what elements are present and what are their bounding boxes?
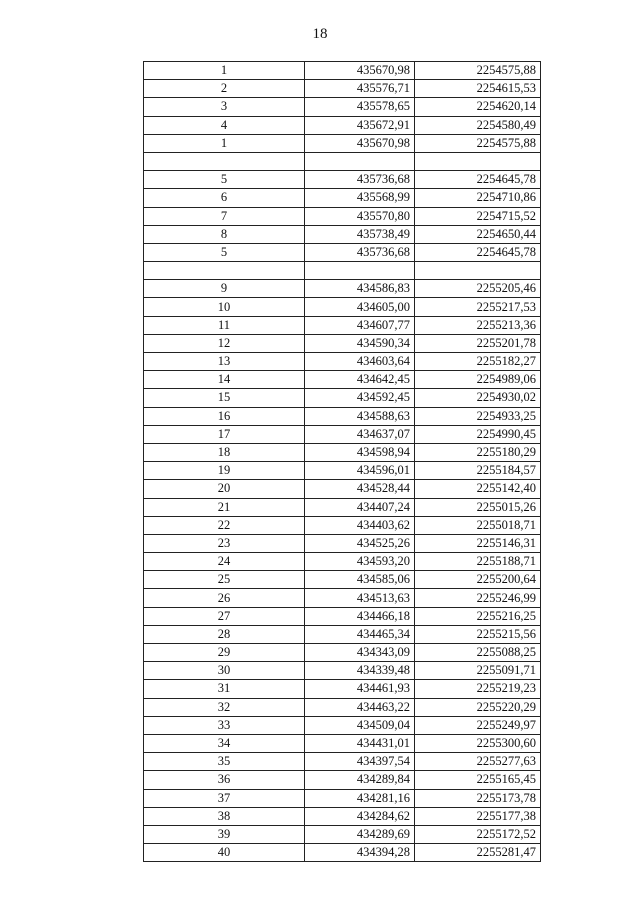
- x-coordinate-cell: 434607,77: [305, 316, 415, 334]
- x-coordinate-cell: 435576,71: [305, 80, 415, 98]
- point-number-cell: 33: [144, 716, 305, 734]
- table-row: [144, 607, 541, 625]
- x-coordinate-cell: 435570,80: [305, 207, 415, 225]
- table-row-separator: [144, 262, 541, 280]
- x-coordinate-cell: 434509,04: [305, 716, 415, 734]
- x-coordinate-cell: 435736,68: [305, 171, 415, 189]
- point-number-cell: 1: [144, 62, 305, 80]
- point-number-cell: 16: [144, 407, 305, 425]
- y-coordinate-cell: 2255277,63: [415, 753, 541, 771]
- x-coordinate-cell: 434284,62: [305, 807, 415, 825]
- y-coordinate-cell: 2255220,29: [415, 698, 541, 716]
- table-row: [144, 316, 541, 334]
- y-coordinate-cell: 2255300,60: [415, 734, 541, 752]
- table-row: [144, 589, 541, 607]
- table-row: [144, 334, 541, 352]
- y-coordinate-cell: 2255216,25: [415, 607, 541, 625]
- y-coordinate-cell: 2255018,71: [415, 516, 541, 534]
- y-coordinate-cell: 2255165,45: [415, 771, 541, 789]
- x-coordinate-cell: 434394,28: [305, 844, 415, 862]
- y-coordinate-cell: 2255219,23: [415, 680, 541, 698]
- x-coordinate-cell: 434465,34: [305, 625, 415, 643]
- table-row: [144, 480, 541, 498]
- point-number-cell: 37: [144, 789, 305, 807]
- table-row: [144, 534, 541, 552]
- coordinates-table: [143, 61, 541, 862]
- y-coordinate-cell: 2255146,31: [415, 534, 541, 552]
- x-coordinate-cell: 434289,84: [305, 771, 415, 789]
- y-coordinate-cell: 2254580,49: [415, 116, 541, 134]
- table-row: [144, 371, 541, 389]
- point-number-cell: 14: [144, 371, 305, 389]
- table-row: [144, 353, 541, 371]
- table-row: [144, 716, 541, 734]
- point-number-cell: 40: [144, 844, 305, 862]
- point-number-cell: 24: [144, 553, 305, 571]
- x-coordinate-cell: 434463,22: [305, 698, 415, 716]
- x-coordinate-cell: 435568,99: [305, 189, 415, 207]
- point-number-cell: 23: [144, 534, 305, 552]
- point-number-cell: 5: [144, 243, 305, 261]
- point-number-cell: 15: [144, 389, 305, 407]
- y-coordinate-cell: [415, 262, 541, 280]
- y-coordinate-cell: 2255015,26: [415, 498, 541, 516]
- point-number-cell: 11: [144, 316, 305, 334]
- point-number-cell: 21: [144, 498, 305, 516]
- page-number: 18: [312, 26, 328, 42]
- y-coordinate-cell: 2255281,47: [415, 844, 541, 862]
- y-coordinate-cell: 2255142,40: [415, 480, 541, 498]
- x-coordinate-cell: 434339,48: [305, 662, 415, 680]
- y-coordinate-cell: 2255205,46: [415, 280, 541, 298]
- table-row: [144, 553, 541, 571]
- y-coordinate-cell: 2255246,99: [415, 589, 541, 607]
- x-coordinate-cell: 434397,54: [305, 753, 415, 771]
- point-number-cell: 36: [144, 771, 305, 789]
- table-row: [144, 644, 541, 662]
- table-row: [144, 734, 541, 752]
- point-number-cell: 1: [144, 134, 305, 152]
- table-row: [144, 680, 541, 698]
- x-coordinate-cell: 434407,24: [305, 498, 415, 516]
- point-number-cell: 9: [144, 280, 305, 298]
- table-row: [144, 662, 541, 680]
- point-number-cell: 5: [144, 171, 305, 189]
- y-coordinate-cell: 2255213,36: [415, 316, 541, 334]
- point-number-cell: [144, 262, 305, 280]
- table-row: [144, 80, 541, 98]
- y-coordinate-cell: 2254933,25: [415, 407, 541, 425]
- x-coordinate-cell: 434343,09: [305, 644, 415, 662]
- x-coordinate-cell: 435578,65: [305, 98, 415, 116]
- coordinates-table-body: [144, 62, 541, 862]
- y-coordinate-cell: 2254575,88: [415, 62, 541, 80]
- table-row: [144, 571, 541, 589]
- y-coordinate-cell: 2255201,78: [415, 334, 541, 352]
- point-number-cell: 26: [144, 589, 305, 607]
- x-coordinate-cell: 434586,83: [305, 280, 415, 298]
- x-coordinate-cell: 434588,63: [305, 407, 415, 425]
- y-coordinate-cell: 2254930,02: [415, 389, 541, 407]
- table-row: [144, 789, 541, 807]
- x-coordinate-cell: 434461,93: [305, 680, 415, 698]
- table-row: [144, 516, 541, 534]
- x-coordinate-cell: 434289,69: [305, 825, 415, 843]
- y-coordinate-cell: 2255180,29: [415, 443, 541, 461]
- y-coordinate-cell: 2254710,86: [415, 189, 541, 207]
- x-coordinate-cell: 434513,63: [305, 589, 415, 607]
- y-coordinate-cell: 2254575,88: [415, 134, 541, 152]
- y-coordinate-cell: 2255172,52: [415, 825, 541, 843]
- y-coordinate-cell: 2255215,56: [415, 625, 541, 643]
- y-coordinate-cell: 2254990,45: [415, 425, 541, 443]
- point-number-cell: 31: [144, 680, 305, 698]
- table-row: [144, 425, 541, 443]
- y-coordinate-cell: 2254650,44: [415, 225, 541, 243]
- point-number-cell: 2: [144, 80, 305, 98]
- point-number-cell: 17: [144, 425, 305, 443]
- point-number-cell: 12: [144, 334, 305, 352]
- y-coordinate-cell: 2254645,78: [415, 243, 541, 261]
- point-number-cell: 39: [144, 825, 305, 843]
- point-number-cell: 7: [144, 207, 305, 225]
- table-row: [144, 207, 541, 225]
- point-number-cell: 3: [144, 98, 305, 116]
- x-coordinate-cell: 434596,01: [305, 462, 415, 480]
- table-row: [144, 825, 541, 843]
- point-number-cell: 27: [144, 607, 305, 625]
- point-number-cell: 18: [144, 443, 305, 461]
- table-row: [144, 807, 541, 825]
- y-coordinate-cell: [415, 152, 541, 170]
- y-coordinate-cell: 2255188,71: [415, 553, 541, 571]
- table-row: [144, 134, 541, 152]
- x-coordinate-cell: 434466,18: [305, 607, 415, 625]
- point-number-cell: 25: [144, 571, 305, 589]
- x-coordinate-cell: 435736,68: [305, 243, 415, 261]
- point-number-cell: 22: [144, 516, 305, 534]
- point-number-cell: 28: [144, 625, 305, 643]
- y-coordinate-cell: 2255182,27: [415, 353, 541, 371]
- point-number-cell: 20: [144, 480, 305, 498]
- x-coordinate-cell: 434403,62: [305, 516, 415, 534]
- table-row: [144, 243, 541, 261]
- y-coordinate-cell: 2255173,78: [415, 789, 541, 807]
- table-row: [144, 498, 541, 516]
- x-coordinate-cell: 434590,34: [305, 334, 415, 352]
- x-coordinate-cell: 434525,26: [305, 534, 415, 552]
- table-row: [144, 389, 541, 407]
- y-coordinate-cell: 2255091,71: [415, 662, 541, 680]
- x-coordinate-cell: [305, 152, 415, 170]
- x-coordinate-cell: 434592,45: [305, 389, 415, 407]
- y-coordinate-cell: 2255200,64: [415, 571, 541, 589]
- y-coordinate-cell: 2254620,14: [415, 98, 541, 116]
- table-row: [144, 698, 541, 716]
- table-row: [144, 407, 541, 425]
- point-number-cell: 35: [144, 753, 305, 771]
- x-coordinate-cell: 434605,00: [305, 298, 415, 316]
- table-row: [144, 171, 541, 189]
- y-coordinate-cell: 2254615,53: [415, 80, 541, 98]
- point-number-cell: 34: [144, 734, 305, 752]
- table-row: [144, 753, 541, 771]
- table-row: [144, 189, 541, 207]
- point-number-cell: 30: [144, 662, 305, 680]
- table-row: [144, 116, 541, 134]
- table-row: [144, 771, 541, 789]
- point-number-cell: [144, 152, 305, 170]
- y-coordinate-cell: 2254989,06: [415, 371, 541, 389]
- x-coordinate-cell: 434593,20: [305, 553, 415, 571]
- x-coordinate-cell: 434642,45: [305, 371, 415, 389]
- y-coordinate-cell: 2254715,52: [415, 207, 541, 225]
- x-coordinate-cell: 434431,01: [305, 734, 415, 752]
- x-coordinate-cell: 434585,06: [305, 571, 415, 589]
- x-coordinate-cell: 435738,49: [305, 225, 415, 243]
- table-row: [144, 844, 541, 862]
- point-number-cell: 10: [144, 298, 305, 316]
- table-row-separator: [144, 152, 541, 170]
- x-coordinate-cell: 435672,91: [305, 116, 415, 134]
- y-coordinate-cell: 2255217,53: [415, 298, 541, 316]
- table-row: [144, 462, 541, 480]
- table-row: [144, 98, 541, 116]
- x-coordinate-cell: 435670,98: [305, 134, 415, 152]
- y-coordinate-cell: 2254645,78: [415, 171, 541, 189]
- x-coordinate-cell: 434528,44: [305, 480, 415, 498]
- x-coordinate-cell: 434281,16: [305, 789, 415, 807]
- x-coordinate-cell: 434637,07: [305, 425, 415, 443]
- table-row: [144, 625, 541, 643]
- point-number-cell: 8: [144, 225, 305, 243]
- point-number-cell: 4: [144, 116, 305, 134]
- point-number-cell: 29: [144, 644, 305, 662]
- table-row: [144, 443, 541, 461]
- y-coordinate-cell: 2255177,38: [415, 807, 541, 825]
- table-row: [144, 225, 541, 243]
- point-number-cell: 32: [144, 698, 305, 716]
- point-number-cell: 6: [144, 189, 305, 207]
- y-coordinate-cell: 2255184,57: [415, 462, 541, 480]
- y-coordinate-cell: 2255088,25: [415, 644, 541, 662]
- point-number-cell: 19: [144, 462, 305, 480]
- table-row: [144, 62, 541, 80]
- table-row: [144, 298, 541, 316]
- x-coordinate-cell: [305, 262, 415, 280]
- point-number-cell: 13: [144, 353, 305, 371]
- point-number-cell: 38: [144, 807, 305, 825]
- x-coordinate-cell: 434603,64: [305, 353, 415, 371]
- table-row: [144, 280, 541, 298]
- x-coordinate-cell: 435670,98: [305, 62, 415, 80]
- y-coordinate-cell: 2255249,97: [415, 716, 541, 734]
- x-coordinate-cell: 434598,94: [305, 443, 415, 461]
